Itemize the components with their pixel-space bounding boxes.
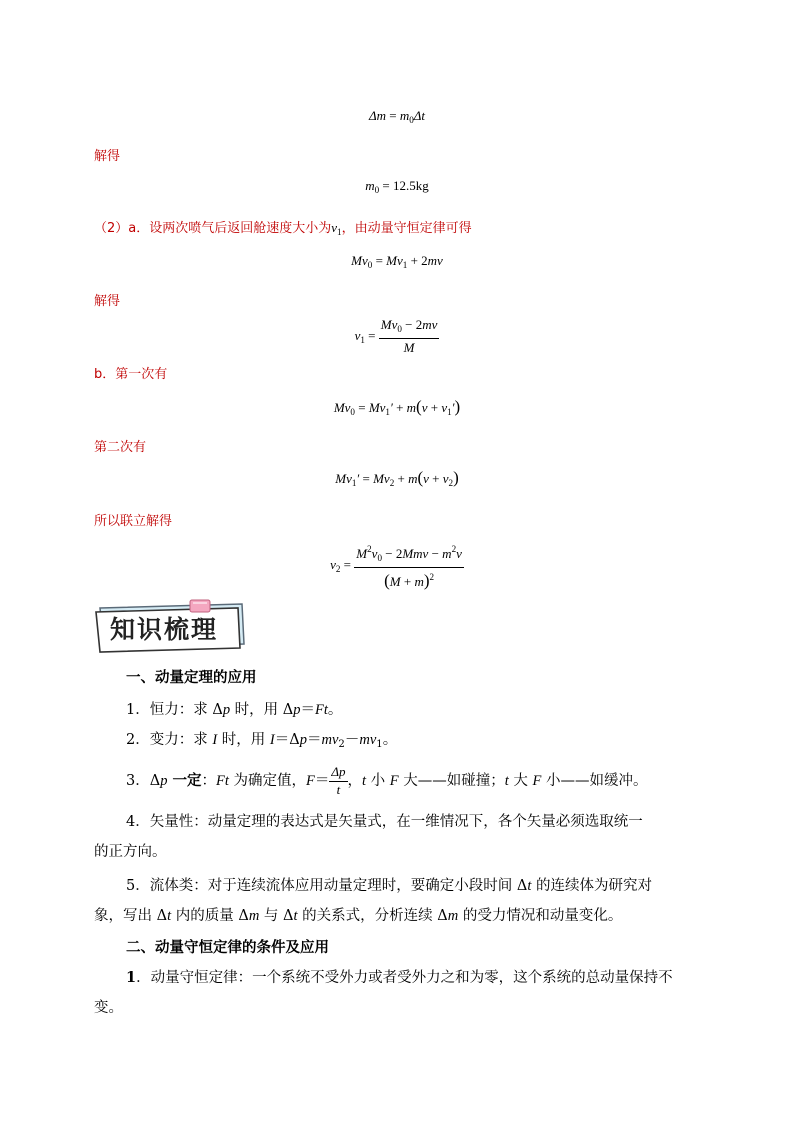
text: 小 (366, 773, 390, 789)
var: t (167, 908, 172, 924)
text: 大——如碰撞； (398, 773, 505, 789)
var: p (222, 702, 231, 718)
text: 时，用 Δ (230, 702, 294, 718)
var: p (160, 773, 168, 789)
part2-a-line (94, 217, 472, 237)
var: Δp (331, 763, 346, 779)
text: 的关系式，分析连续 Δ (297, 908, 448, 924)
heading-theorem-application: 一、动量定理的应用 (126, 669, 257, 686)
text: 1．恒力：求 Δ (126, 702, 223, 718)
banner-title: 知识梳理 (110, 615, 219, 644)
text: 时，用 (217, 732, 270, 748)
text: 3．Δ (126, 773, 161, 789)
item-vector-line1: 4．矢量性：动量定理的表达式是矢量式，在一维情况下，各个矢量必须选取统一 (126, 814, 643, 830)
text: 象，写出 Δ (94, 908, 168, 924)
label-jiede-1: 解得 (94, 149, 121, 164)
label-jiede-2: 解得 (94, 294, 121, 309)
item-constant-momentum-change (126, 762, 647, 800)
part2-text: （2）a．设两次喷气后返回舱速度大小为 (94, 221, 332, 236)
eq-text: Δm (368, 108, 386, 123)
item-variable-force (126, 730, 397, 755)
label-part-b: b．第一次有 (94, 367, 168, 382)
item-constant-force (126, 700, 342, 720)
var: m (248, 908, 260, 924)
var: F (532, 773, 542, 789)
text: － (344, 732, 360, 748)
text: 为确定值， (228, 773, 307, 789)
var: t (504, 773, 509, 789)
text: 的受力情况和动量变化。 (458, 908, 623, 924)
var: I (212, 732, 218, 748)
var: t (527, 878, 532, 894)
eq-text: m (399, 108, 410, 123)
eq-text: = 12.5kg (382, 178, 429, 193)
eq-sub: 0 (374, 185, 380, 195)
text: ＝Δ (274, 732, 300, 748)
equation-m0 (0, 178, 794, 195)
section-banner (92, 598, 252, 654)
text: 内的质量 Δ (171, 908, 249, 924)
part2-text: ，由动量守恒定律可得 (341, 221, 472, 236)
heading-conservation-law: 二、动量守恒定律的条件及应用 (126, 939, 329, 956)
text: 的连续体为研究对 (531, 878, 652, 894)
equation-mass-rate: $\Delta m = m_0\Delta t$ (368, 108, 426, 125)
var: F (389, 773, 399, 789)
text: 小——如缓冲。 (541, 773, 648, 789)
equation-v1: $v_1$ = $\frac{Mv_0 - 2mv}{M}$ (354, 317, 438, 355)
sub: 1 (376, 739, 383, 750)
law-definition-line1 (126, 968, 673, 988)
eq-text: m (365, 178, 375, 193)
item-fluid-line1 (126, 876, 652, 896)
var: mv (321, 732, 339, 748)
var: F (306, 773, 315, 789)
text: 大 (508, 773, 533, 789)
var: mv (359, 732, 377, 748)
equation-second-jet: $Mv_1' = Mv_2 + m(v + v_2)$ (335, 468, 459, 488)
var: t (293, 908, 298, 924)
item-fluid-line2 (94, 906, 622, 926)
text: 一定 (167, 772, 202, 789)
text: 。 (382, 732, 398, 748)
text: 2．变力：求 (126, 732, 213, 748)
var: m (447, 908, 459, 924)
text: ， (347, 773, 363, 789)
var: p (293, 702, 301, 718)
var: p (299, 732, 307, 748)
equation-first-jet: $Mv_0 = Mv_1' + m(v + v_1')$ (333, 397, 461, 417)
var: t (362, 773, 367, 789)
text: 5．流体类：对于连续流体应用动量定理时，要确定小段时间 Δ (126, 878, 528, 894)
fraction-dp-dt (329, 764, 347, 799)
var: Ft (315, 702, 328, 718)
text: 与 Δ (259, 908, 294, 924)
eq-text: Δt (413, 108, 426, 123)
text: ．动量守恒定律：一个系统不受外力或者受外力之和为零，这个系统的总动量保持不 (136, 970, 673, 986)
text: ＝ (300, 702, 316, 718)
var: t (336, 781, 341, 797)
var: I (269, 732, 275, 748)
equation-v2: $v_2$ = $\frac{M^2v_0 - 2Mmv - m^2v}{(M + m)^2}$ (0, 540, 794, 591)
var: Ft (216, 773, 229, 789)
text: ＝ (306, 732, 322, 748)
text: 。 (327, 702, 343, 718)
sub: 2 (338, 739, 345, 750)
var-v: v (331, 220, 338, 235)
text: 1 (126, 969, 137, 986)
label-combine: 所以联立解得 (94, 514, 173, 529)
eq-sub: 0 (409, 115, 414, 125)
text: ＝ (314, 773, 330, 789)
law-definition-line2: 变。 (94, 1000, 123, 1016)
item-vector-line2: 的正方向。 (94, 844, 167, 860)
equation-momentum-1: $Mv_0 = Mv_1 + 2mv$ (351, 253, 443, 270)
label-second: 第二次有 (94, 440, 147, 455)
text: ： (201, 773, 217, 789)
var-sub: 1 (337, 227, 342, 237)
